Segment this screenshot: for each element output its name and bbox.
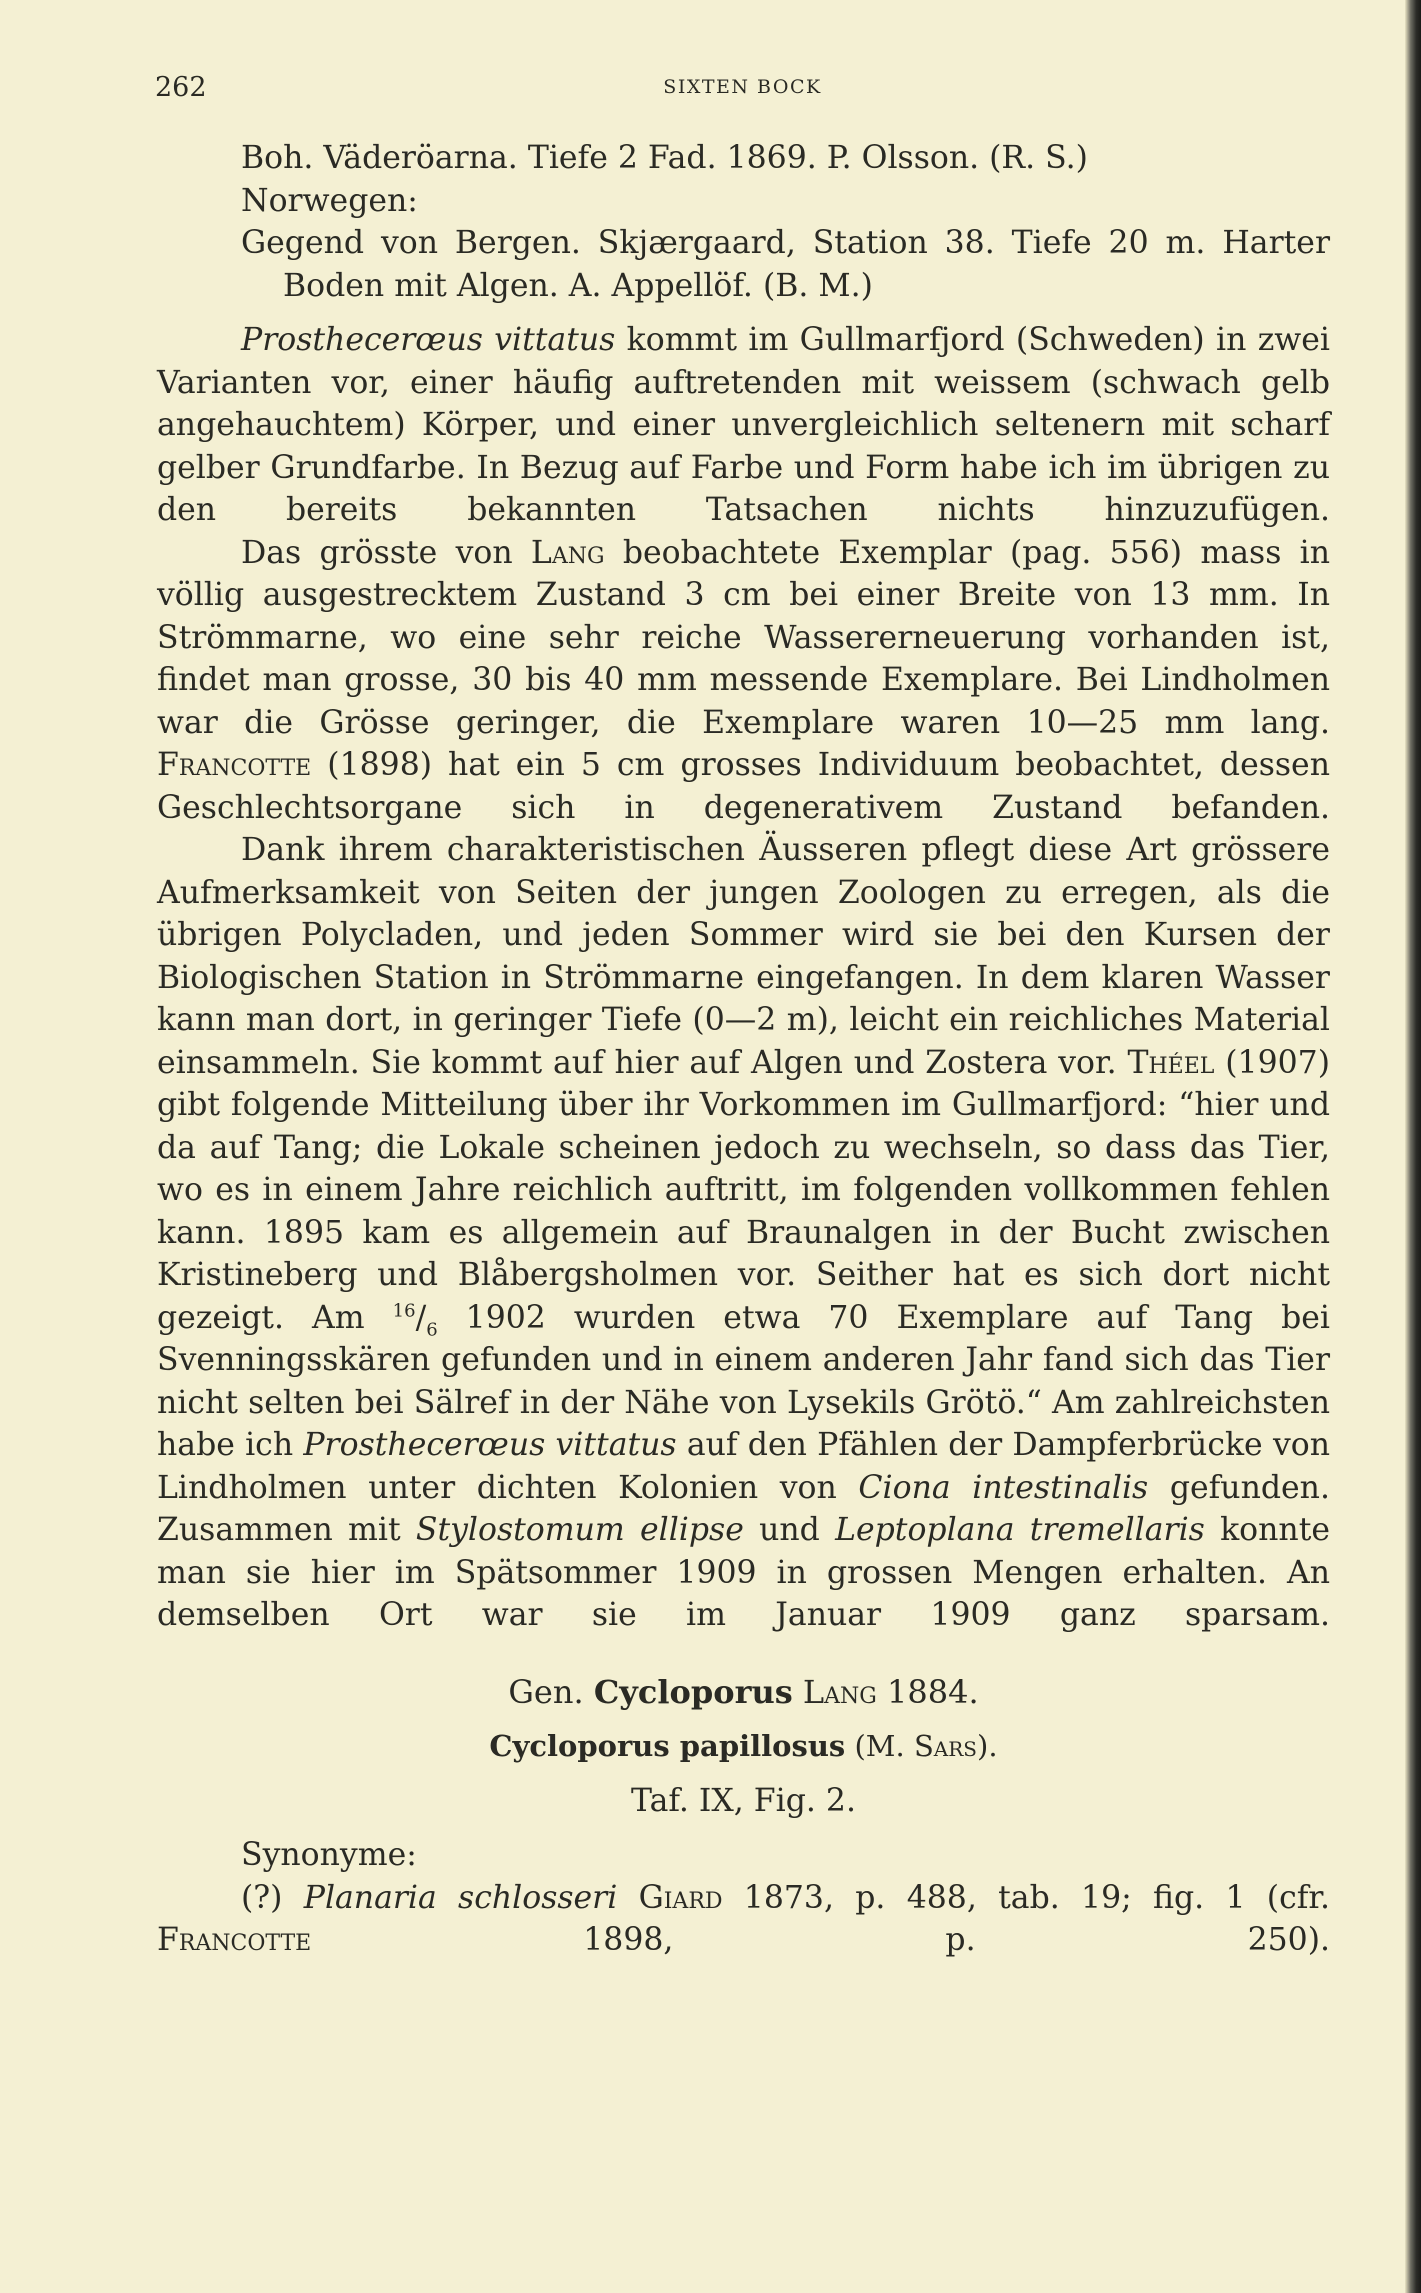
paragraph: Dank ihrem charakteristischen Äusseren pflegt diese Art grössere Aufmerksamkeit von Seiten der jungen Zoologen zu erregen, als die übrigen Polycladen, und jeden Sommer wird sie bei den Kursen der Biologischen Station in Strömmarne eingefangen. In dem klaren Wasser kann man dort, in geringer Tiefe (0—2 m), leicht ein reichliches Material einsammeln. Sie kommt auf hier auf Algen und Zostera vor. Théel (1907) gibt folgende Mitteilung über ihr Vorkommen im Gullmarfjord: “hier und da auf Tang; die Lokale scheinen jedoch zu wechseln, so dass das Tier, wo es in einem Jahre reichlich auftritt, im folgenden vollkommen fehlen kann. 1895 kam es allgemein auf Braunalgen in der Bucht zwischen Kristineberg und Blåbergsholmen vor. Seither hat es sich dort nicht gezeigt. Am $^{16}/_6$ 1902 wurden etwa 70 Exemplare auf Tang bei Svenningsskären gefunden und in einem anderen Jahr fand sich das Tier nicht selten bei Sälref in der Nähe von Lysekils Grötö.“ Am zahlreichsten habe ich Prosthecerœus vittatus auf den Pfählen der Dampferbrücke von Lindholmen unter dichten Kolonien von Ciona intestinalis gefunden. Zusammen mit Stylostomum ellipse und Leptoplana tremellaris konnte man sie hier im Spätsommer 1909 in grossen Mengen erhalten. An demselben Ort war sie im Januar 1909 ganz sparsam. [157,832,1331,1633]
page-edge [1405,0,1421,2293]
species-name: Ciona intestinalis [858,1469,1149,1506]
paragraph: Prosthecerœus vittatus kommt im Gullmarfjord (Schweden) in zwei Varianten vor, einer häufig auftretenden mit weissem (schwach gelb angehauchtem) Körper, und einer unvergleichlich seltenern mit scharf gelber Grundfarbe. In Bezug auf Farbe und Form habe ich im übrigen zu den bereits bekannten Tatsachen nichts hinzuzufügen. [157,322,1330,528]
species-name: Leptoplana tremellaris [835,1512,1205,1548]
running-head: SIXTEN BOCK [663,76,822,98]
page-header [155,72,1330,108]
synonyme-label: Synonyme: [241,1837,417,1873]
genus-heading: Gen. Cycloporus Lang 1884. [508,1672,979,1711]
author-name: Lang [530,534,605,571]
body-text [157,137,1330,1962]
author-name: Théel [1127,1044,1215,1081]
paragraph: Das grösste von Lang beobachtete Exemplar (pag. 556) mass in völlig ausgestrecktem Zustand 3 cm bei einer Breite von 13 mm. In Strömmarne, wo eine sehr reiche Wassererneuerung vorhanden ist, findet man grosse, 30 bis 40 mm messende Exemplare. Bei Lindholmen war die Grösse geringer, die Exemplare waren 10—25 mm lang. Francotte (1898) hat ein 5 cm grosses Individuum beobachtet, dessen Geschlechtsorgane sich in degenerativem Zustand befanden. [157,534,1331,826]
species-name: Stylostomum ellipse [415,1512,744,1548]
species-name: Prosthecerœus vittatus [303,1427,677,1463]
author-name: Francotte [157,1922,312,1958]
synonym-entry: (?) Planaria schlosseri Giard 1873, p. 488, tab. 19; fig. 1 (cfr. Francotte 1898, p. 250). [157,1879,1330,1958]
page-number: 262 [155,72,207,103]
locality-line: Boden mit Algen. A. Appellöf. (B. M.) [283,267,873,304]
author-name: Francotte [157,747,312,783]
locality-line: Norwegen: [241,182,418,219]
locality-line: Boh. Väderöarna. Tiefe 2 Fad. 1869. P. Olsson. (R. S.) [241,140,1088,176]
author-name: Giard [638,1879,723,1916]
species-name: Prosthecerœus vittatus [241,322,616,358]
locality-line: Gegend von Bergen. Skjærgaard, Station 38. Tiefe 20 m. Harter [241,225,1330,261]
plate-reference: Taf. IX, Fig. 2. [631,1782,856,1819]
species-name: Planaria schlosseri [303,1879,618,1916]
species-heading: Cycloporus papillosus (M. Sars). [489,1729,998,1763]
